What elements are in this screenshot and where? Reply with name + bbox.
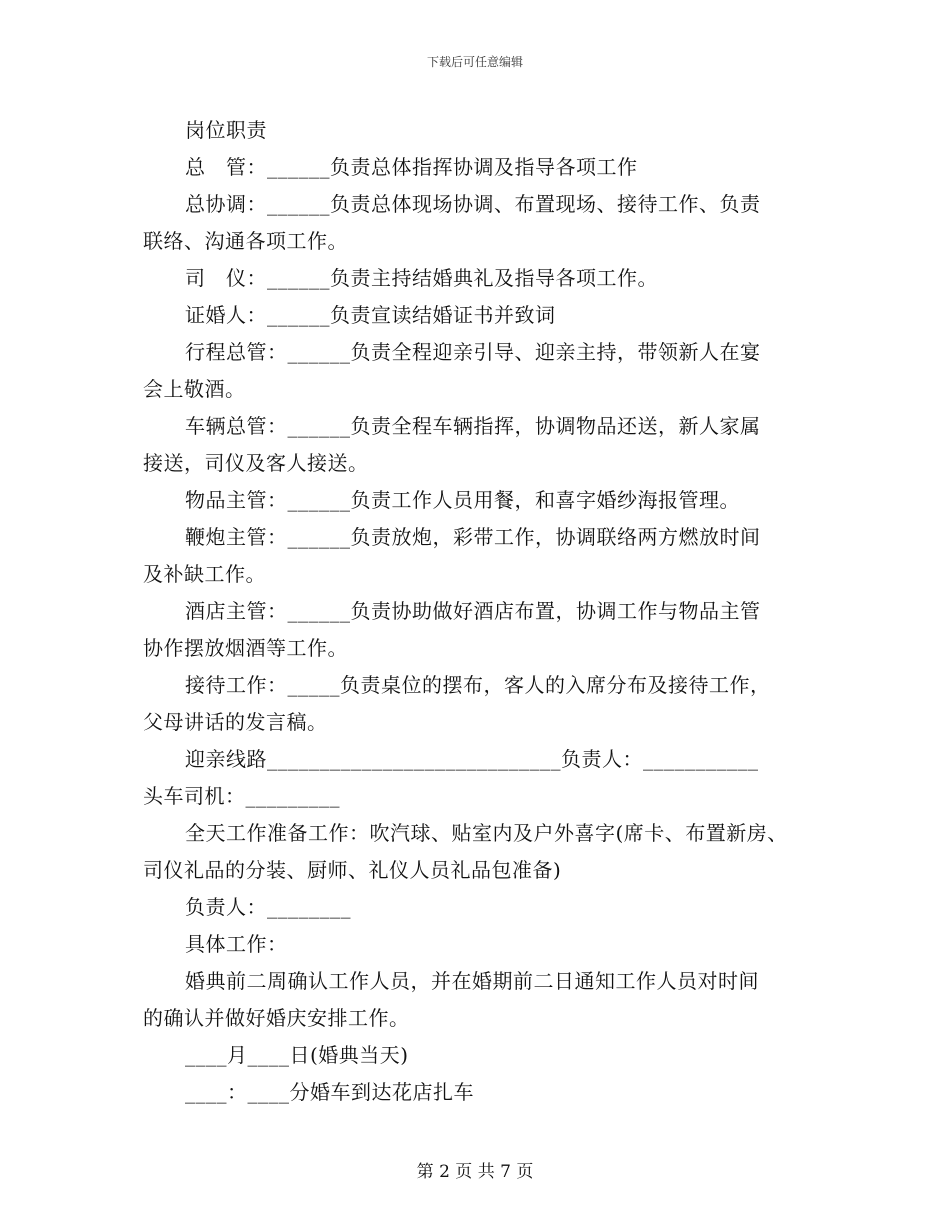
text-line: 行程总管：______负责全程迎亲引导、迎亲主持，带领新人在宴 [185,340,761,364]
text-line: 总协调：______负责总体现场协调、布置现场、接待工作、负责 [185,192,761,216]
document-body [143,112,823,1111]
text-line: 证婚人：______负责宣读结婚证书并致词 [185,303,556,327]
text-line: 迎亲线路____________________________负责人：___________ [185,747,759,771]
page-footer: 第 2 页 共 7 页 [416,1162,534,1182]
text-line: 接待工作：_____负责桌位的摆布，客人的入席分布及接待工作， [185,673,771,697]
text-line: 全天工作准备工作：吹汽球、贴室内及户外喜字(席卡、布置新房、 [185,821,788,845]
text-line: ____月____日(婚典当天) [185,1043,409,1067]
text-line: 酒店主管：______负责协助做好酒店布置，协调工作与物品主管 [185,599,761,623]
text-line: 联络、沟通各项工作。 [143,229,348,253]
text-line: 的确认并做好婚庆安排工作。 [143,1006,410,1030]
text-line: 头车司机：_________ [143,784,340,808]
text-line: 接送，司仪及客人接送。 [143,451,369,475]
text-line: 物品主管：______负责工作人员用餐，和喜字婚纱海报管理。 [185,488,740,512]
text-line: 婚典前二周确认工作人员，并在婚期前二日通知工作人员对时间 [185,969,759,993]
text-line: 车辆总管：______负责全程车辆指挥，协调物品还送，新人家属 [185,414,761,438]
text-line: 及补缺工作。 [143,562,266,586]
text-line: 总 管：______负责总体指挥协调及指导各项工作 [185,155,638,179]
text-line: 会上敬酒。 [143,377,246,401]
text-line: 负责人：________ [185,895,351,919]
text-line: 鞭炮主管：______负责放炮，彩带工作，协调联络两方燃放时间 [185,525,761,549]
text-line: 具体工作： [185,932,288,956]
page-header: 下载后可任意编辑 [426,55,523,69]
text-line: 协作摆放烟酒等工作。 [143,636,348,660]
text-line: 父母讲话的发言稿。 [143,710,328,734]
text-line: 司仪礼品的分装、厨师、礼仪人员礼品包准备) [143,858,562,882]
text-line: 司 仪：______负责主持结婚典礼及指导各项工作。 [185,266,658,290]
text-line: ____：____分婚车到达花店扎车 [185,1080,474,1104]
text-line: 岗位职责 [185,118,267,142]
